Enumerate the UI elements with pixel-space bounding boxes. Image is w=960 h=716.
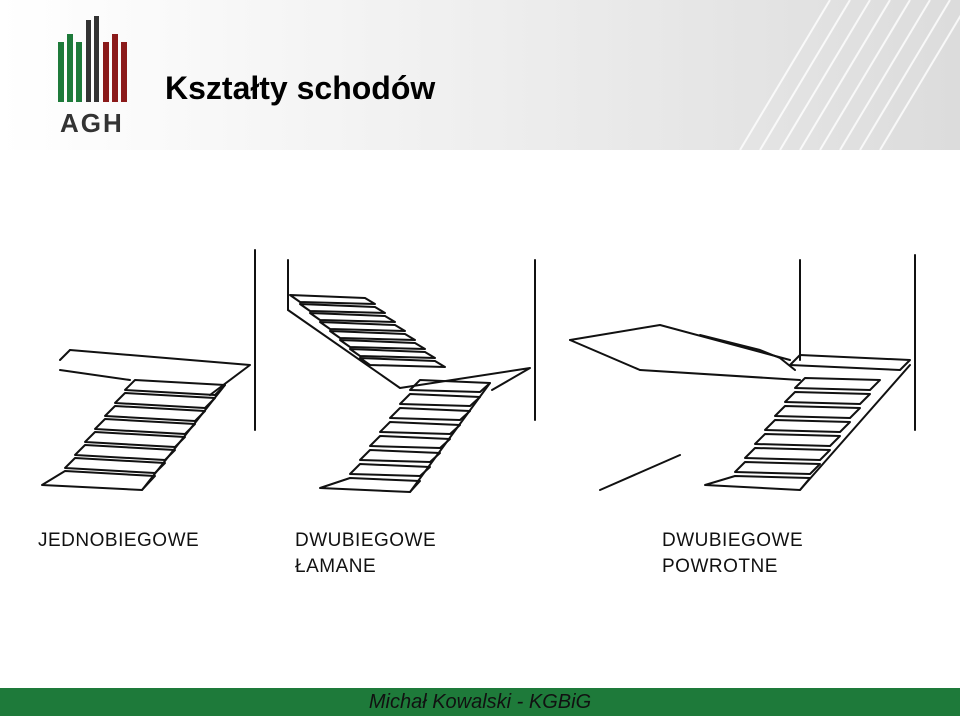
agh-logo-text: AGH <box>60 108 124 138</box>
caption-single-flight: JEDNOBIEGOWE <box>38 530 200 551</box>
caption-double-angled-line2: ŁAMANE <box>295 556 377 577</box>
double-return-stair-sketch <box>570 255 915 490</box>
header-stripes-decoration <box>660 0 960 150</box>
caption-double-return <box>662 528 803 580</box>
slide-title: Kształty schodów <box>165 70 436 106</box>
double-angled-stair-sketch <box>288 260 535 492</box>
caption-double-angled-line1: DWUBIEGOWE <box>295 530 437 551</box>
single-flight-stair-sketch <box>42 250 255 490</box>
caption-double-return-line2: POWROTNE <box>662 556 778 577</box>
caption-double-angled <box>295 528 436 580</box>
slide-header <box>0 0 960 150</box>
caption-double-return-line1: DWUBIEGOWE <box>662 530 804 551</box>
footer-author: Michał Kowalski - KGBiG <box>368 691 592 713</box>
